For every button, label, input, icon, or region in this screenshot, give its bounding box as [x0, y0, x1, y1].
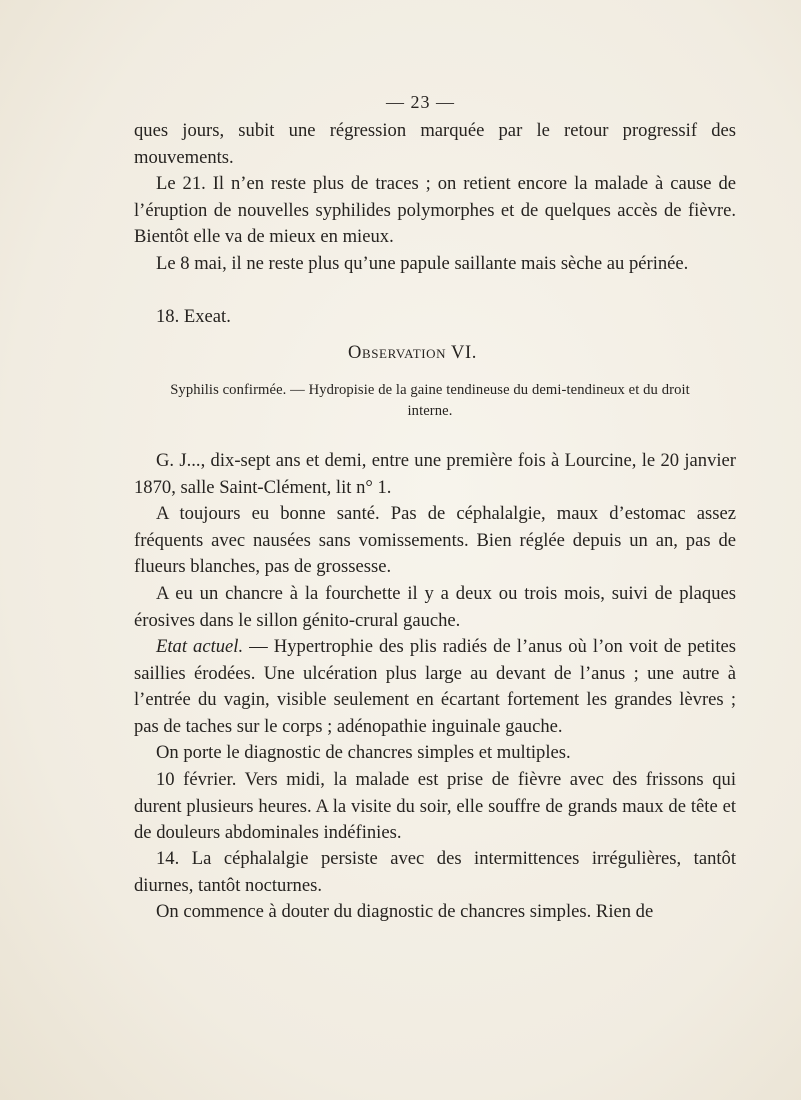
paragraph-patient-intro: G. J..., dix-sept ans et demi, entre une première fois à Lourcine, le 20 janvier 1870, salle Saint-Clément, lit n° 1. — [134, 450, 736, 498]
paragraph-le-21: Le 21. Il n’en reste plus de traces ; on retient encore la malade à cause de l’éruption de nouvelles syphilides polymorphes et de quelques accès de fièvre. Bientôt elle va de mieux en mieux. — [134, 173, 736, 248]
observation-title-text: Observation VI. — [348, 343, 477, 363]
paragraph-etat-actuel — [134, 634, 736, 740]
observation-summary: Syphilis confirmée. — Hydropisie de la gaine tendineuse du demi-tendineux et du droit interne. — [170, 382, 690, 419]
page-number: — 23 — — [386, 92, 455, 112]
paragraph-10-fevrier: 10 février. Vers midi, la malade est prise de fièvre avec des frissons qui durent plusieurs heures. A la visite du soir, elle souffre de grands maux de tête et de douleurs abdominales indéfinies. — [134, 769, 736, 844]
observation-title — [12, 343, 801, 364]
paragraph-history: A toujours eu bonne santé. Pas de céphalalgie, maux d’estomac assez fréquents avec nausées sans vomissements. Bien réglée depuis un an, pas de flueurs blanches, pas de grossesse. — [134, 503, 736, 578]
etat-actuel-label: Etat actuel. — [156, 636, 244, 657]
paragraph-diagnostic: On porte le diagnostic de chancres simples et multiples. — [156, 742, 571, 763]
paragraph-chancre: A eu un chancre à la fourchette il y a deux ou trois mois, suivi de plaques érosives dans le sillon génito-crural gauche. — [134, 583, 736, 631]
paragraph-le-8-mai: Le 8 mai, il ne reste plus qu’une papule saillante mais sèche au périnée. — [156, 253, 689, 274]
etat-actuel-text: — Hypertrophie des plis radiés de l’anus où l’on voit de petites saillies érodées. Une ulcération plus large au devant de l’anus ; une autre à l’entrée du vagin, visible seulement en écartant fortement les grandes lèvres ; pas de taches sur le corps ; adénopathie inguinale gauche. — [134, 636, 737, 737]
paragraph-14: 14. La céphalalgie persiste avec des intermittences irrégulières, tantôt diurnes, tantôt nocturnes. — [134, 848, 736, 896]
paragraph-exeat: 18. Exeat. — [156, 306, 231, 327]
paragraph-doubt: On commence à douter du diagnostic de chancres simples. Rien de — [156, 901, 654, 922]
paragraph-continuation: ques jours, subit une régression marquée par le retour progressif des mouvements. — [134, 120, 736, 168]
